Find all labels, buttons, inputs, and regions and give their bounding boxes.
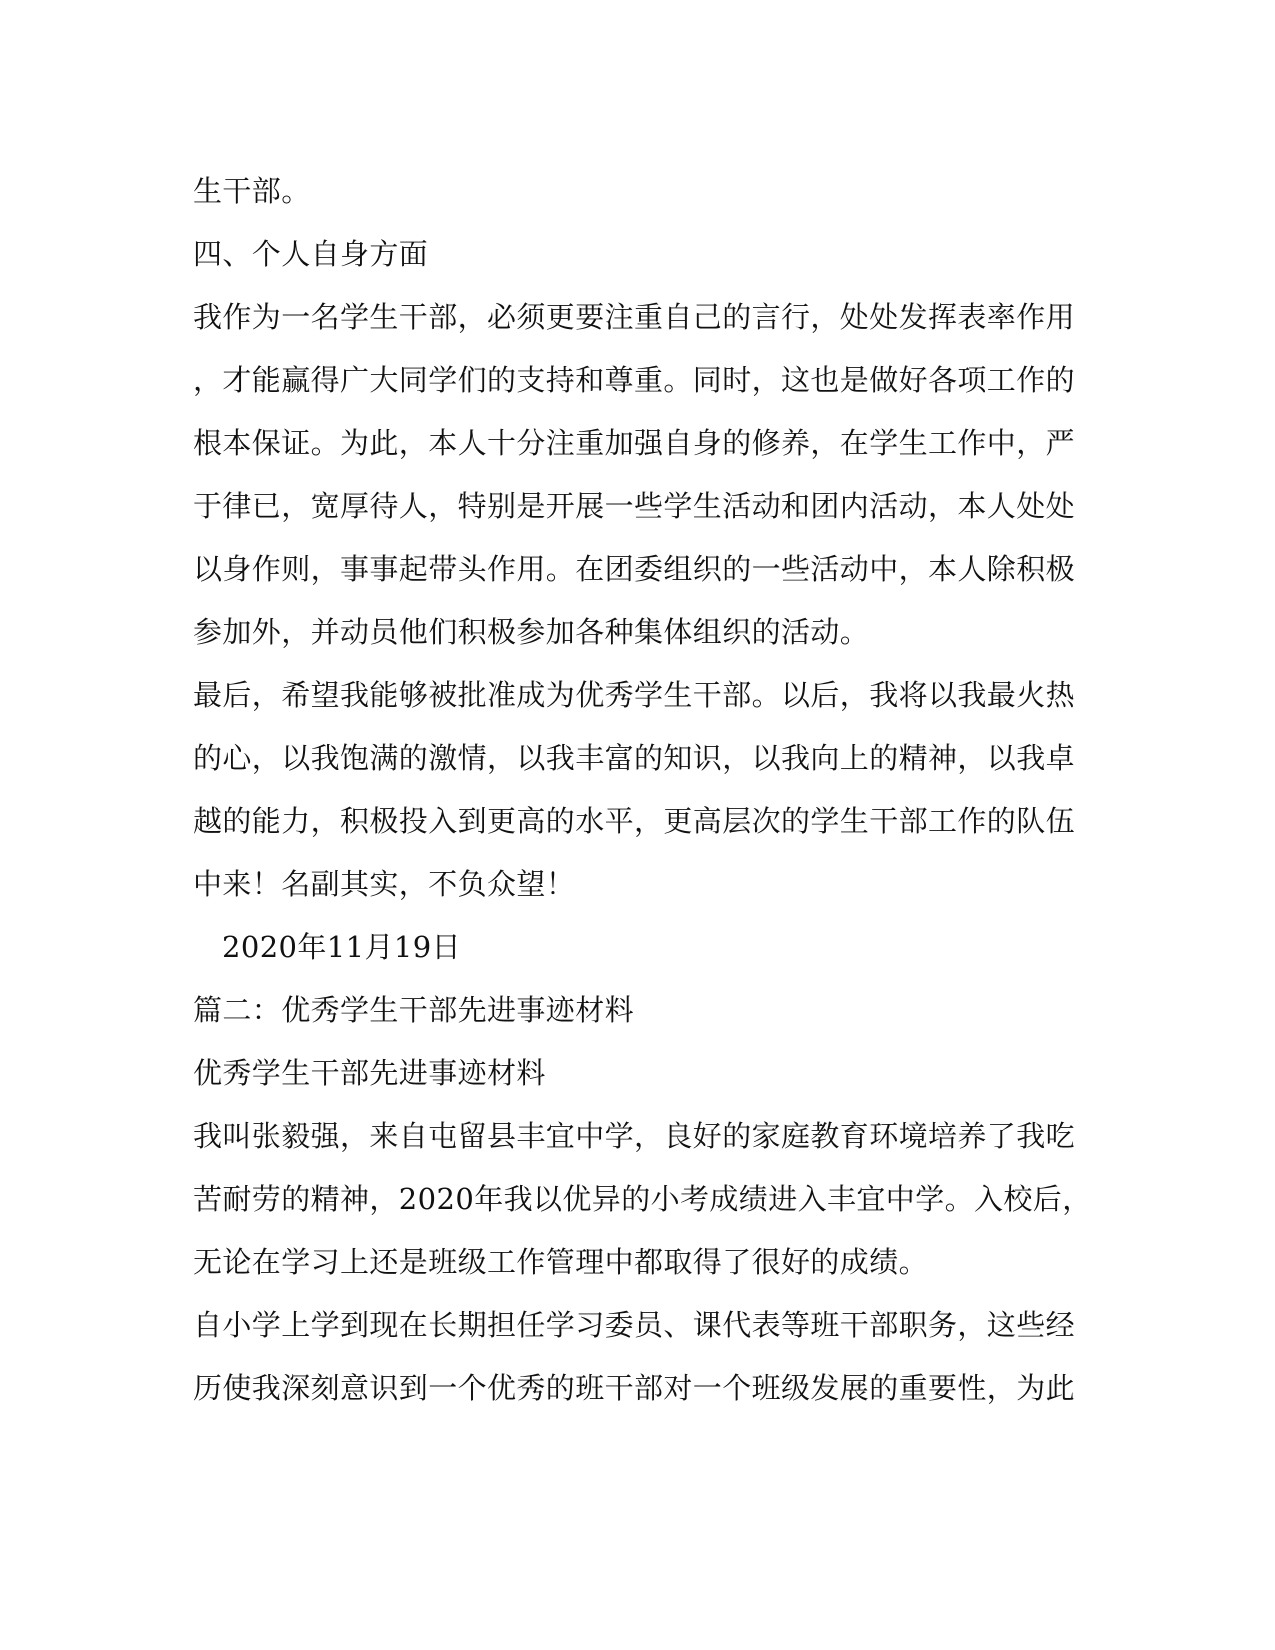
text-line: 于律已，宽厚待人，特别是开展一些学生活动和团内活动，本人处处	[193, 489, 1076, 523]
article-title: 优秀学生干部先进事迹材料	[193, 1056, 546, 1090]
text-line: 根本保证。为此，本人十分注重加强自身的修养，在学生工作中，严	[193, 426, 1076, 460]
text-line: ，才能赢得广大同学们的支持和尊重。同时，这也是做好各项工作的	[193, 363, 1076, 397]
text-line: 生干部。	[193, 174, 311, 208]
article-heading: 篇二：优秀学生干部先进事迹材料	[193, 993, 635, 1027]
text-line: 越的能力，积极投入到更高的水平，更高层次的学生干部工作的队伍	[193, 804, 1076, 838]
document-body	[193, 160, 1092, 1420]
date-line: 2020年11月19日	[222, 930, 462, 964]
text-line: 我作为一名学生干部，必须更要注重自己的言行，处处发挥表率作用	[193, 300, 1076, 334]
text-line: 苦耐劳的精神，2020年我以优异的小考成绩进入丰宜中学。入校后，	[193, 1182, 1092, 1216]
text-line: 参加外，并动员他们积极参加各种集体组织的活动。	[193, 615, 870, 649]
text-line: 自小学上学到现在长期担任学习委员、课代表等班干部职务，这些经	[193, 1308, 1076, 1342]
section-heading: 四、个人自身方面	[193, 237, 429, 271]
text-line: 最后，希望我能够被批准成为优秀学生干部。以后，我将以我最火热	[193, 678, 1076, 712]
text-line: 历使我深刻意识到一个优秀的班干部对一个班级发展的重要性，为此	[193, 1371, 1076, 1405]
text-line: 的心，以我饱满的激情，以我丰富的知识，以我向上的精神，以我卓	[193, 741, 1076, 775]
text-line: 我叫张毅强，来自屯留县丰宜中学，良好的家庭教育环境培养了我吃	[193, 1119, 1076, 1153]
text-line: 无论在学习上还是班级工作管理中都取得了很好的成绩。	[193, 1245, 929, 1279]
text-line: 以身作则，事事起带头作用。在团委组织的一些活动中，本人除积极	[193, 552, 1076, 586]
text-line: 中来！名副其实，不负众望！	[193, 867, 576, 901]
